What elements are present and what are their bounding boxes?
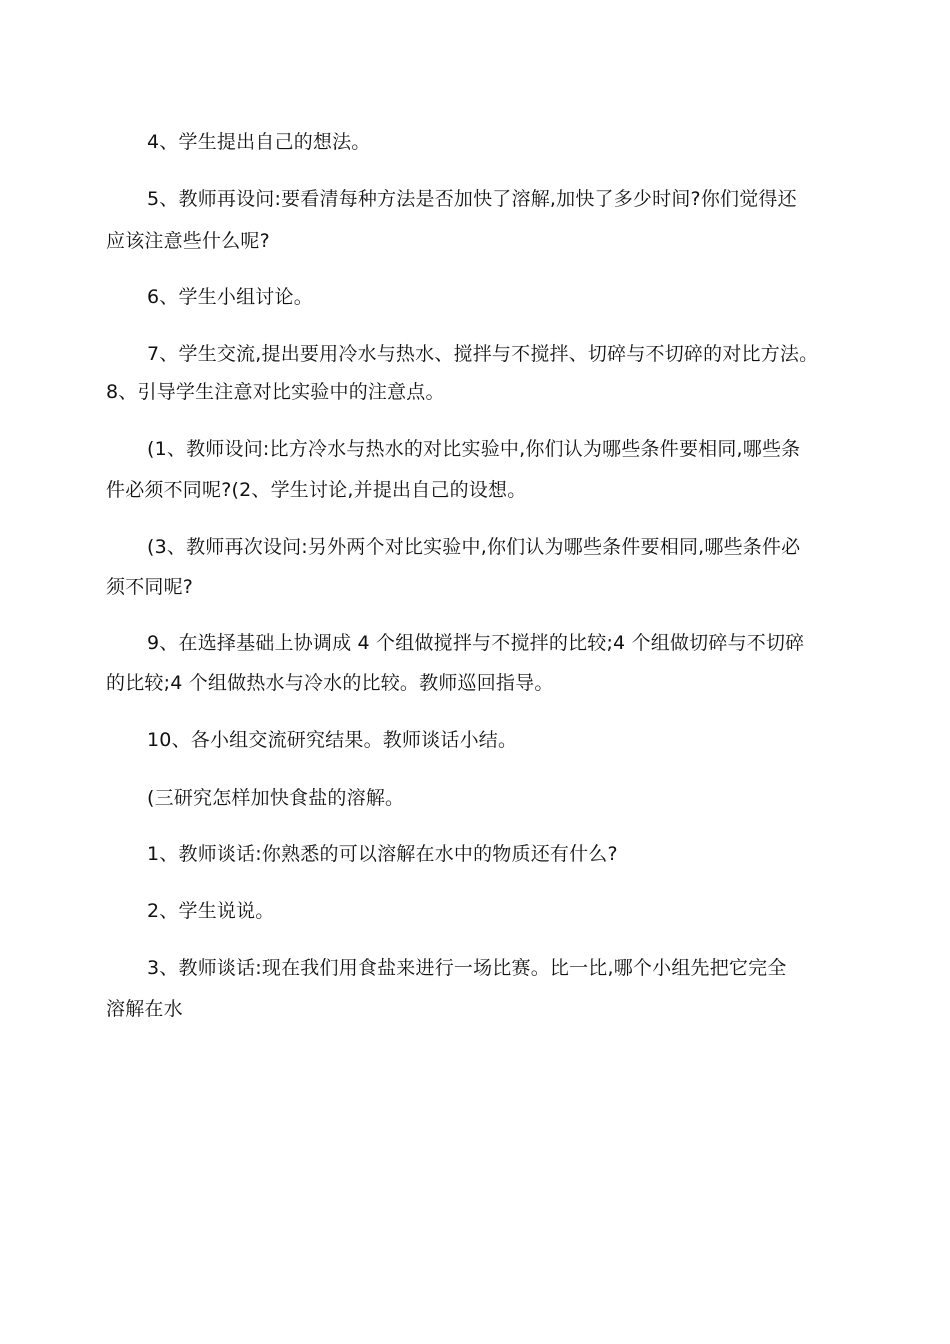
paragraph-line: 2、学生说说。: [147, 900, 275, 922]
paragraph-line: 3、教师谈话:现在我们用食盐来进行一场比赛。比一比,哪个小组先把它完全: [147, 957, 787, 979]
paragraph-line: 5、教师再设问:要看清每种方法是否加快了溶解,加快了多少时间?你们觉得还: [147, 188, 797, 210]
section-heading: (三研究怎样加快食盐的溶解。: [147, 787, 405, 809]
paragraph-line: (3、教师再次设问:另外两个对比实验中,你们认为哪些条件要相同,哪些条件必: [147, 536, 801, 558]
paragraph-line: (1、教师设问:比方冷水与热水的对比实验中,你们认为哪些条件要相同,哪些条: [147, 438, 801, 460]
paragraph-line: 件必须不同呢?(2、学生讨论,并提出自己的设想。: [106, 479, 527, 501]
paragraph-line: 的比较;4 个组做热水与冷水的比较。教师巡回指导。: [106, 672, 554, 694]
paragraph-line: 溶解在水: [106, 998, 183, 1020]
paragraph-line: 须不同呢?: [106, 576, 194, 598]
paragraph-line: 4、学生提出自己的想法。: [147, 131, 371, 153]
paragraph-line: 6、学生小组讨论。: [147, 286, 313, 308]
paragraph-line: 应该注意些什么呢?: [106, 230, 270, 252]
paragraph-line: 8、引导学生注意对比实验中的注意点。: [106, 381, 445, 403]
paragraph-line: 1、教师谈话:你熟悉的可以溶解在水中的物质还有什么?: [147, 843, 618, 865]
paragraph-line: 9、在选择基础上协调成 4 个组做搅拌与不搅拌的比较;4 个组做切碎与不切碎: [147, 632, 805, 654]
paragraph-line: 10、各小组交流研究结果。教师谈话小结。: [147, 729, 518, 751]
paragraph-line: 7、学生交流,提出要用冷水与热水、搅拌与不搅拌、切碎与不切碎的对比方法。: [147, 343, 819, 365]
